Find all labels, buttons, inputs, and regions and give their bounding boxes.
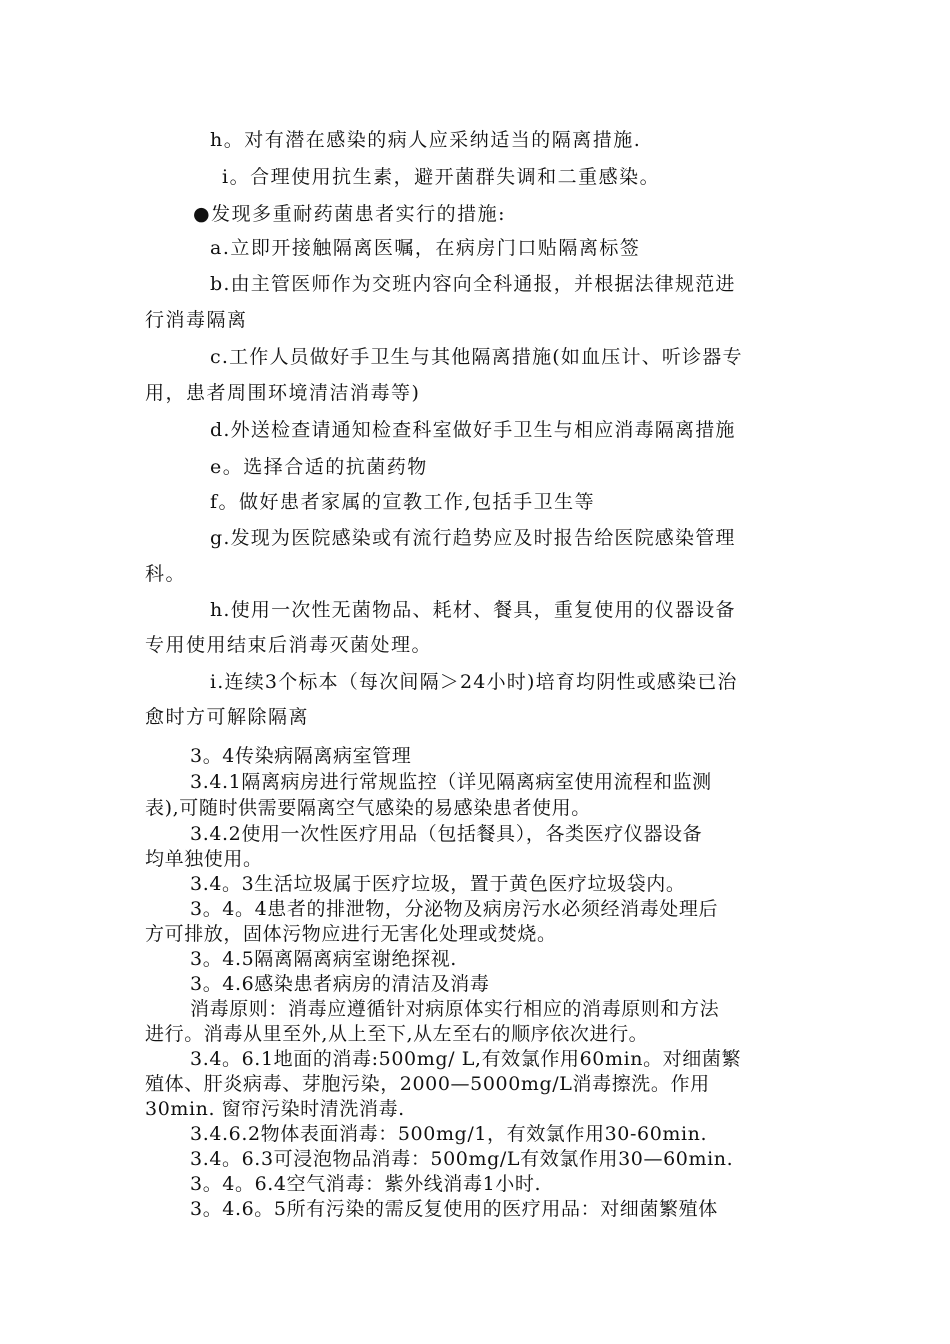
text-line: 3。4。4患者的排泄物，分泌物及病房污水必须经消毒处理后 <box>190 898 719 920</box>
text-line: i。合理使用抗生素，避开菌群失调和二重感染。 <box>222 166 661 188</box>
text-line: i.连续3个标本（每次间隔＞24小时)培育均阴性或感染已治 <box>210 671 738 693</box>
text-line: 行消毒隔离 <box>145 309 248 331</box>
text-line: 3.4。6.1地面的消毒:500mg/ L,有效氯作用60min。对细菌繁 <box>190 1048 742 1070</box>
text-line: 3。4.5隔离隔离病室谢绝探视. <box>190 948 457 970</box>
text-line: h。对有潜在感染的病人应采纳适当的隔离措施. <box>210 129 642 151</box>
text-line: 进行。消毒从里至外,从上至下,从左至右的顺序依次进行。 <box>145 1023 649 1045</box>
text-line: 3.4。3生活垃圾属于医疗垃圾，置于黄色医疗垃圾袋内。 <box>190 873 686 895</box>
text-line: 消毒原则：消毒应遵循针对病原体实行相应的消毒原则和方法 <box>190 998 720 1020</box>
text-line: 表),可随时供需要隔离空气感染的易感染患者使用。 <box>145 797 591 819</box>
text-line: 均单独使用。 <box>145 848 263 870</box>
text-line: d.外送检查请通知检查科室做好手卫生与相应消毒隔离措施 <box>210 419 736 441</box>
text-line: 3.4.1隔离病房进行常规监控（详见隔离病室使用流程和监测 <box>190 771 712 793</box>
text-line: 3.4.2使用一次性医疗用品（包括餐具），各类医疗仪器设备 <box>190 823 703 845</box>
text-line: b.由主管医师作为交班内容向全科通报，并根据法律规范进 <box>210 273 736 295</box>
text-line: 3。4.6。5所有污染的需反复使用的医疗用品：对细菌繁殖体 <box>190 1198 718 1220</box>
text-line: 3。4.6感染患者病房的清洁及消毒 <box>190 973 490 995</box>
text-line: 专用使用结束后消毒灭菌处理。 <box>145 634 433 656</box>
text-line: c.工作人员做好手卫生与其他隔离措施(如血压计、听诊器专 <box>210 346 743 368</box>
text-line: 3。4。6.4空气消毒：紫外线消毒1小时. <box>190 1173 542 1195</box>
text-line: g.发现为医院感染或有流行趋势应及时报告给医院感染管理 <box>210 527 736 549</box>
text-line: h.使用一次性无菌物品、耗材、餐具，重复使用的仪器设备 <box>210 599 736 621</box>
section-heading: 3。4传染病隔离病室管理 <box>190 745 412 767</box>
text-line: 3.4。6.3可浸泡物品消毒：500mg/L有效氯作用30—60min. <box>190 1148 734 1170</box>
text-line: 方可排放，固体污物应进行无害化处理或焚烧。 <box>145 923 557 945</box>
text-line: ●发现多重耐药菌患者实行的措施: <box>193 203 506 225</box>
text-line: 30min. 窗帘污染时清洗消毒. <box>145 1098 405 1120</box>
text-line: e。选择合适的抗菌药物 <box>210 456 428 478</box>
text-line: 科。 <box>145 563 187 585</box>
text-line: 殖体、肝炎病毒、芽胞污染，2000—5000mg/L消毒擦洗。作用 <box>145 1073 710 1095</box>
text-line: f。做好患者家属的宣教工作,包括手卫生等 <box>210 491 596 513</box>
text-line: a.立即开接触隔离医嘱，在病房门口贴隔离标签 <box>210 237 641 259</box>
text-line: 3.4.6.2物体表面消毒：500mg/1，有效氯作用30-60min. <box>190 1123 708 1145</box>
text-line: 愈时方可解除隔离 <box>145 706 310 728</box>
text-line: 用，患者周围环境清洁消毒等) <box>145 382 421 404</box>
